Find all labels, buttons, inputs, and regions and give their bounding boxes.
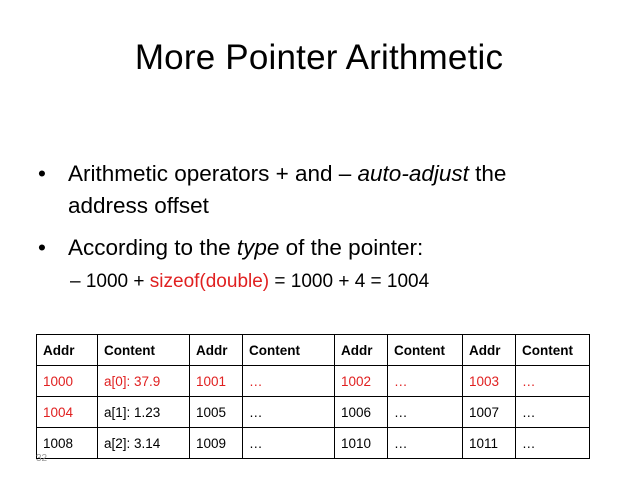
table-cell: a[1]: 1.23 (98, 397, 190, 428)
sub-bullet-example (70, 269, 429, 295)
sub-bullet-text-end: = 1000 + 4 = 1004 (269, 271, 430, 292)
table-cell: 1005 (190, 397, 243, 428)
slide-title: More Pointer Arithmetic (134, 38, 504, 77)
header-cell: Addr (190, 335, 243, 366)
table-cell: … (516, 397, 590, 428)
memory-table (36, 334, 590, 459)
table-cell: 1009 (190, 428, 243, 459)
header-cell: Content (243, 335, 335, 366)
table-cell: a[0]: 37.9 (98, 366, 190, 397)
table-row (37, 428, 590, 459)
table-cell: 1003 (463, 366, 516, 397)
bullet-dot: • (38, 235, 46, 260)
table-cell: 1010 (335, 428, 388, 459)
table-cell: 1011 (463, 428, 516, 459)
header-cell: Addr (335, 335, 388, 366)
table-cell: … (388, 428, 463, 459)
table-cell: … (243, 397, 335, 428)
bullet-pointer-type (38, 232, 423, 264)
header-cell: Addr (463, 335, 516, 366)
table-cell: … (243, 428, 335, 459)
table-cell: a[2]: 3.14 (98, 428, 190, 459)
table-cell: 1000 (37, 366, 98, 397)
table-cell: … (243, 366, 335, 397)
sub-bullet-highlight: sizeof(double) (149, 271, 270, 292)
table-cell: 1008 (37, 428, 98, 459)
bullet-text: According to the (68, 235, 237, 260)
bullet-text-end: of the pointer: (279, 235, 424, 260)
bullet-emphasis: type (236, 235, 280, 260)
table-header-row (37, 335, 590, 366)
table-cell: 1007 (463, 397, 516, 428)
table-cell: 1006 (335, 397, 388, 428)
table-cell: … (516, 366, 590, 397)
table-cell: 1004 (37, 397, 98, 428)
bullet-text: Arithmetic operators + and – (68, 161, 358, 186)
table-cell: 1002 (335, 366, 388, 397)
bullet-arithmetic-operators (38, 158, 506, 190)
table-cell: … (516, 428, 590, 459)
table-row (37, 397, 590, 428)
table-cell: … (388, 397, 463, 428)
table-cell: 1001 (190, 366, 243, 397)
table-cell: … (388, 366, 463, 397)
slide-number: 32 (36, 453, 48, 464)
header-cell: Addr (37, 335, 98, 366)
table-row (37, 366, 590, 397)
bullet-dot: • (38, 161, 46, 186)
bullet-text-end: the (468, 161, 507, 186)
bullet-emphasis: auto-adjust (357, 161, 469, 186)
sub-bullet-text: – 1000 + (70, 271, 150, 292)
bullet-arithmetic-operators-line2: address offset (68, 193, 209, 218)
header-cell: Content (516, 335, 590, 366)
header-cell: Content (388, 335, 463, 366)
header-cell: Content (98, 335, 190, 366)
